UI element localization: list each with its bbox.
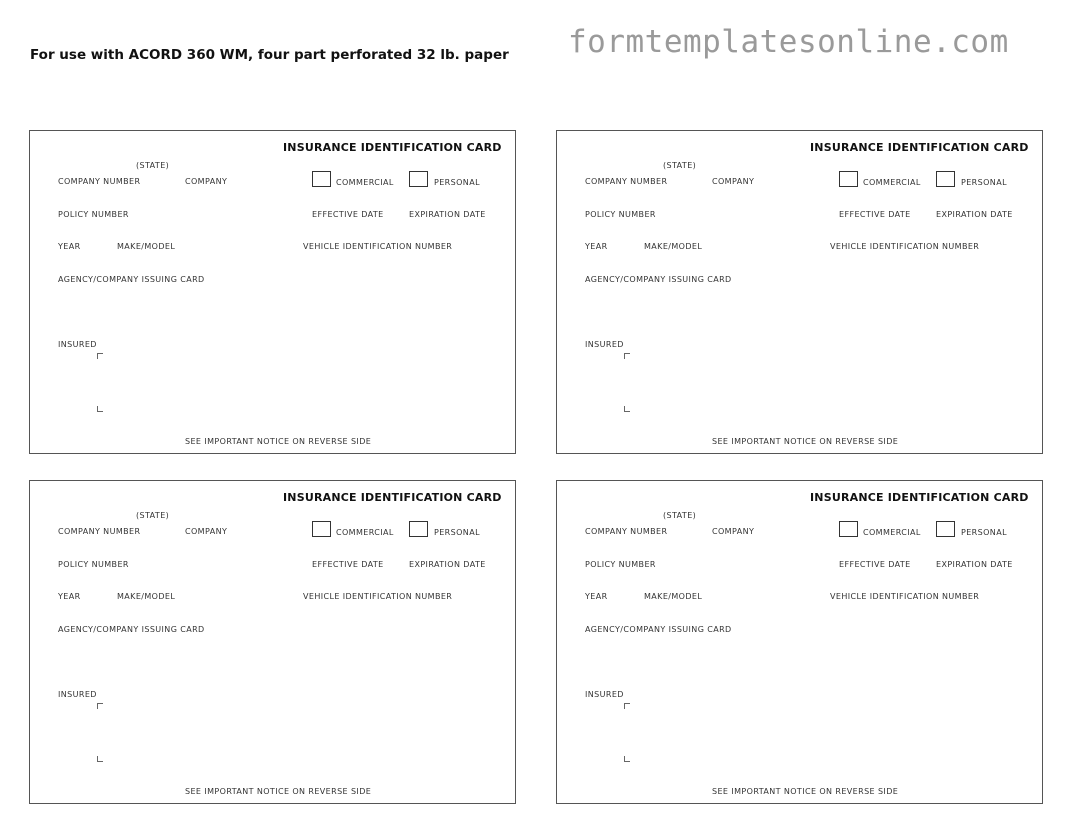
insured-label: INSURED — [58, 690, 97, 699]
commercial-label: COMMERCIAL — [863, 178, 921, 187]
personal-label: PERSONAL — [434, 528, 480, 537]
insurance-id-card-2 — [556, 130, 1043, 454]
notice-label: SEE IMPORTANT NOTICE ON REVERSE SIDE — [185, 437, 372, 446]
card-title: INSURANCE IDENTIFICATION CARD — [283, 491, 502, 504]
address-corner-top-icon — [97, 353, 103, 359]
vin-label: VEHICLE IDENTIFICATION NUMBER — [830, 242, 980, 251]
expiration-date-label: EXPIRATION DATE — [936, 560, 1013, 569]
address-corner-bottom-icon — [624, 756, 630, 762]
make-model-label: MAKE/MODEL — [644, 242, 703, 251]
insurance-id-card-1 — [29, 130, 516, 454]
company-label: COMPANY — [185, 177, 228, 186]
commercial-label: COMMERCIAL — [336, 528, 394, 537]
company-label: COMPANY — [185, 527, 228, 536]
year-label: YEAR — [585, 592, 608, 601]
policy-number-label: POLICY NUMBER — [58, 560, 129, 569]
address-corner-bottom-icon — [97, 406, 103, 412]
company-label: COMPANY — [712, 177, 755, 186]
insured-label: INSURED — [58, 340, 97, 349]
effective-date-label: EFFECTIVE DATE — [839, 210, 911, 219]
card-title: INSURANCE IDENTIFICATION CARD — [810, 491, 1029, 504]
policy-number-label: POLICY NUMBER — [58, 210, 129, 219]
company-number-label: COMPANY NUMBER — [585, 527, 668, 536]
commercial-label: COMMERCIAL — [336, 178, 394, 187]
company-number-label: COMPANY NUMBER — [58, 527, 141, 536]
personal-checkbox[interactable] — [409, 521, 428, 537]
effective-date-label: EFFECTIVE DATE — [312, 560, 384, 569]
state-label: (STATE) — [663, 511, 697, 520]
make-model-label: MAKE/MODEL — [117, 242, 176, 251]
personal-label: PERSONAL — [961, 178, 1007, 187]
card-title: INSURANCE IDENTIFICATION CARD — [810, 141, 1029, 154]
insurance-id-card-4 — [556, 480, 1043, 804]
insured-label: INSURED — [585, 340, 624, 349]
year-label: YEAR — [58, 242, 81, 251]
commercial-label: COMMERCIAL — [863, 528, 921, 537]
address-corner-top-icon — [97, 703, 103, 709]
state-label: (STATE) — [136, 161, 170, 170]
insured-label: INSURED — [585, 690, 624, 699]
year-label: YEAR — [585, 242, 608, 251]
notice-label: SEE IMPORTANT NOTICE ON REVERSE SIDE — [712, 787, 899, 796]
address-corner-bottom-icon — [624, 406, 630, 412]
agency-label: AGENCY/COMPANY ISSUING CARD — [585, 275, 732, 284]
commercial-checkbox[interactable] — [839, 171, 858, 187]
vin-label: VEHICLE IDENTIFICATION NUMBER — [830, 592, 980, 601]
agency-label: AGENCY/COMPANY ISSUING CARD — [58, 625, 205, 634]
notice-label: SEE IMPORTANT NOTICE ON REVERSE SIDE — [185, 787, 372, 796]
agency-label: AGENCY/COMPANY ISSUING CARD — [58, 275, 205, 284]
address-corner-bottom-icon — [97, 756, 103, 762]
effective-date-label: EFFECTIVE DATE — [839, 560, 911, 569]
personal-label: PERSONAL — [434, 178, 480, 187]
make-model-label: MAKE/MODEL — [117, 592, 176, 601]
year-label: YEAR — [58, 592, 81, 601]
commercial-checkbox[interactable] — [839, 521, 858, 537]
policy-number-label: POLICY NUMBER — [585, 560, 656, 569]
address-corner-top-icon — [624, 703, 630, 709]
expiration-date-label: EXPIRATION DATE — [409, 210, 486, 219]
state-label: (STATE) — [663, 161, 697, 170]
state-label: (STATE) — [136, 511, 170, 520]
agency-label: AGENCY/COMPANY ISSUING CARD — [585, 625, 732, 634]
personal-checkbox[interactable] — [936, 521, 955, 537]
page-header-text: For use with ACORD 360 WM, four part perforated 32 lb. paper — [30, 47, 509, 63]
personal-label: PERSONAL — [961, 528, 1007, 537]
company-label: COMPANY — [712, 527, 755, 536]
make-model-label: MAKE/MODEL — [644, 592, 703, 601]
insurance-id-card-3 — [29, 480, 516, 804]
policy-number-label: POLICY NUMBER — [585, 210, 656, 219]
commercial-checkbox[interactable] — [312, 171, 331, 187]
expiration-date-label: EXPIRATION DATE — [936, 210, 1013, 219]
address-corner-top-icon — [624, 353, 630, 359]
personal-checkbox[interactable] — [936, 171, 955, 187]
effective-date-label: EFFECTIVE DATE — [312, 210, 384, 219]
commercial-checkbox[interactable] — [312, 521, 331, 537]
card-title: INSURANCE IDENTIFICATION CARD — [283, 141, 502, 154]
vin-label: VEHICLE IDENTIFICATION NUMBER — [303, 242, 453, 251]
company-number-label: COMPANY NUMBER — [58, 177, 141, 186]
personal-checkbox[interactable] — [409, 171, 428, 187]
watermark: formtemplatesonline.com — [568, 24, 1009, 60]
expiration-date-label: EXPIRATION DATE — [409, 560, 486, 569]
company-number-label: COMPANY NUMBER — [585, 177, 668, 186]
notice-label: SEE IMPORTANT NOTICE ON REVERSE SIDE — [712, 437, 899, 446]
vin-label: VEHICLE IDENTIFICATION NUMBER — [303, 592, 453, 601]
